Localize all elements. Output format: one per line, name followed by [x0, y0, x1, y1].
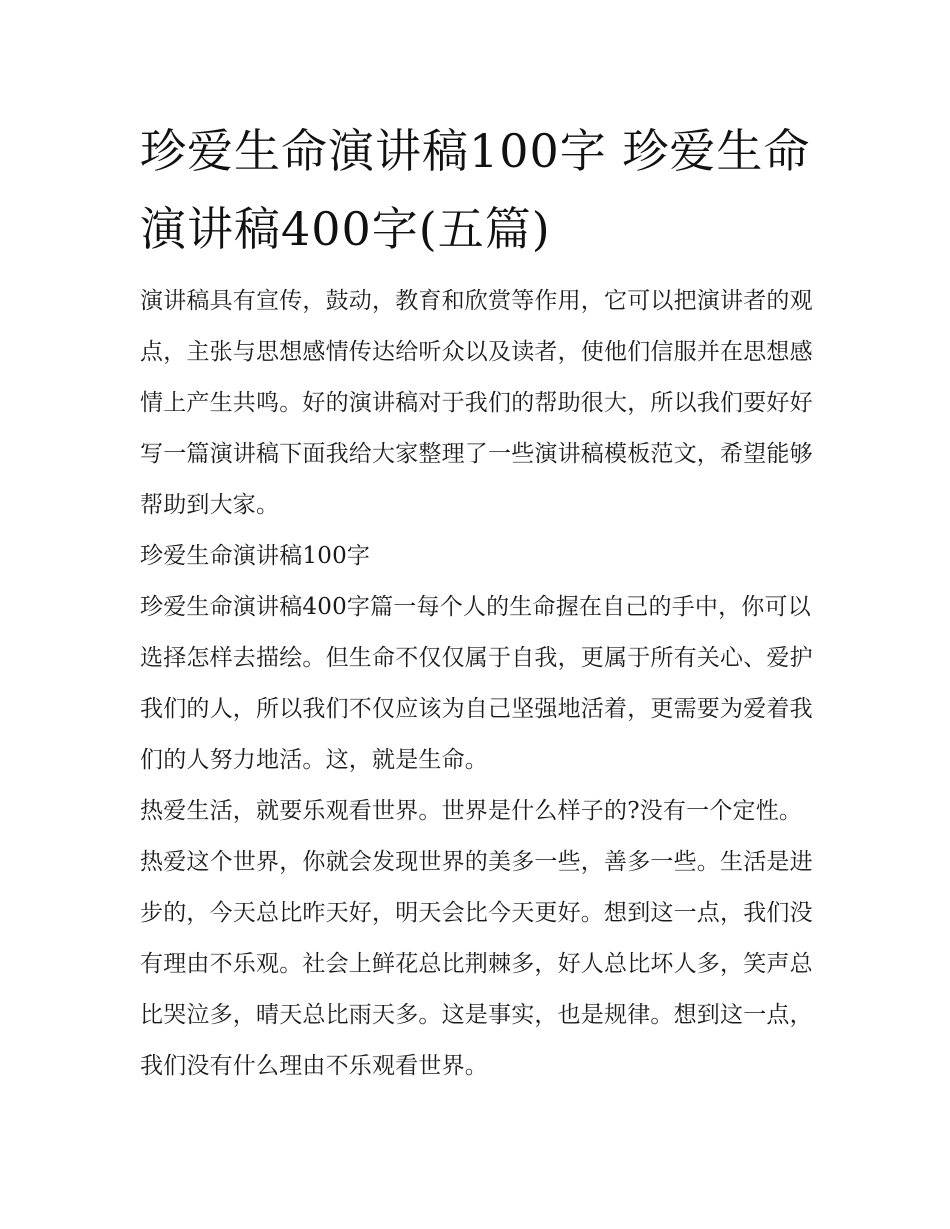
essay-paragraph-2: 热爱生活，就要乐观看世界。世界是什么样子的?没有一个定性。热爱这个世界，你就会发现世界的美多一些，善多一些。生活是进步的，今天总比昨天好，明天会比今天更好。想到这一点，我们没有理由不乐观。社会上鲜花总比荆棘多，好人总比坏人多，笑声总比哭泣多，晴天总比雨天多。这是事实，也是规律。想到这一点，我们没有什么理由不乐观看世界。: [140, 798, 813, 1079]
document-body: [140, 276, 816, 1092]
intro-paragraph: 演讲稿具有宣传，鼓动，教育和欣赏等作用，它可以把演讲者的观点，主张与思想感情传达给听众以及读者，使他们信服并在思想感情上产生共鸣。好的演讲稿对于我们的帮助很大，所以我们要好好写一篇演讲稿下面我给大家整理了一些演讲稿模板范文，希望能够帮助到大家。: [140, 288, 813, 518]
essay-paragraph-1: 珍爱生命演讲稿400字篇一每个人的生命握在自己的手中，你可以选择怎样去描绘。但生命不仅仅属于自我，更属于所有关心、爱护我们的人，所以我们不仅应该为自己坚强地活着，更需要为爱着我们的人努力地活。这，就是生命。: [140, 594, 813, 773]
document-title: 珍爱生命演讲稿100字 珍爱生命演讲稿400字(五篇): [140, 124, 811, 256]
section-heading-100: 珍爱生命演讲稿100字: [140, 543, 371, 569]
